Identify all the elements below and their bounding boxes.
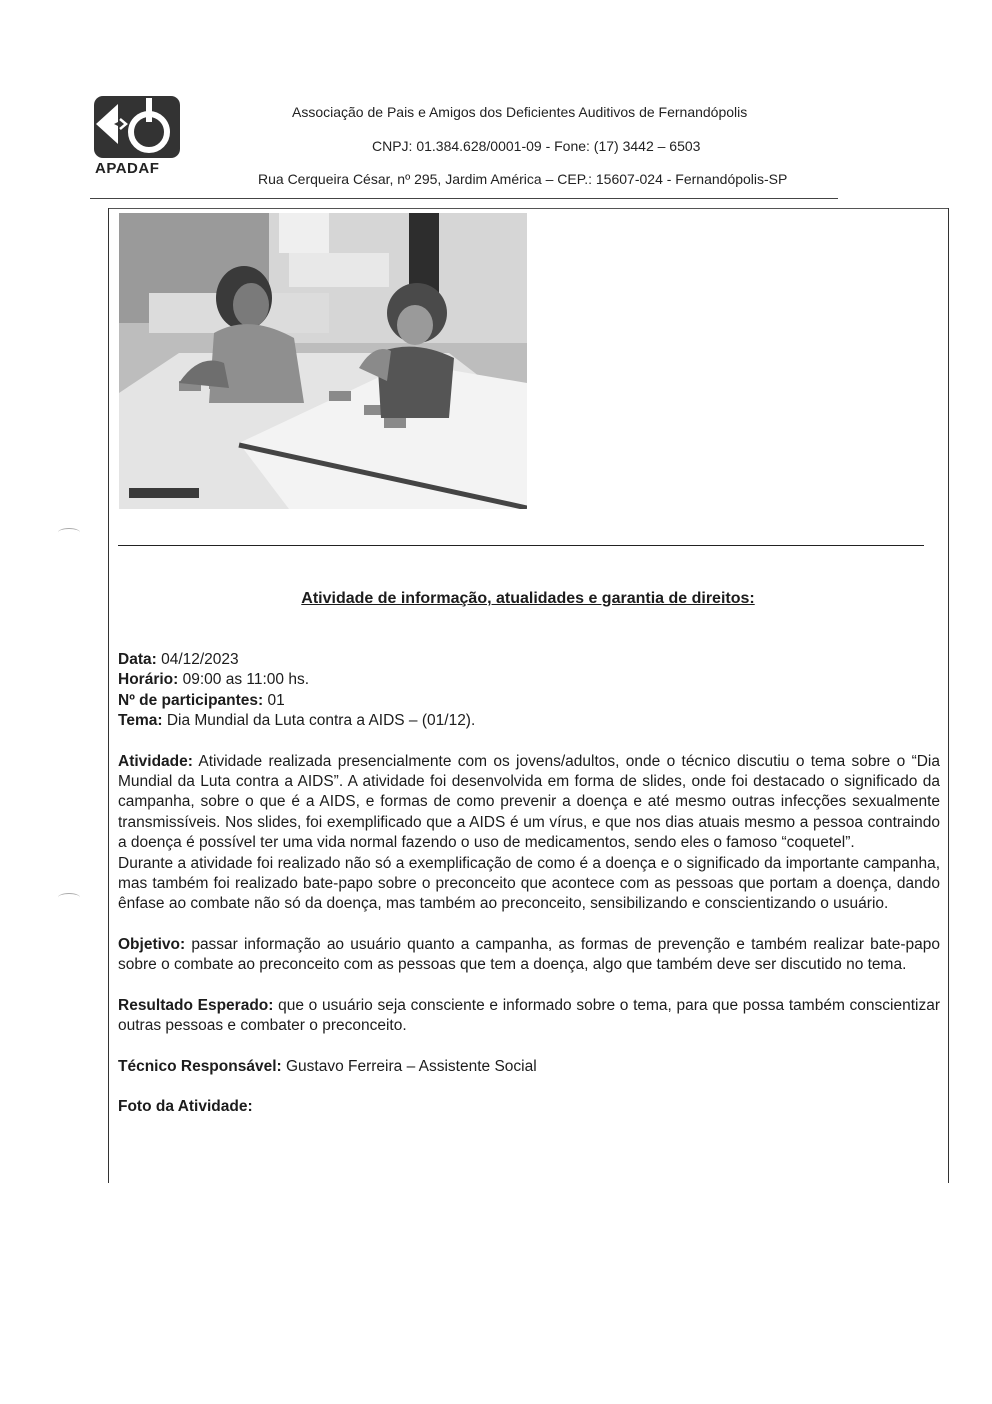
frame-top-border	[108, 208, 949, 209]
date-value: 04/12/2023	[156, 651, 239, 668]
activity-text: Atividade realizada presencialmente com os jovens/adultos, onde o técnico discutiu o tema sobre o “Dia Mundial da Luta contra a AIDS”. A atividade foi desenvolvida em forma de slides, onde foi destacado o significado da campanha, sobre o que é a AIDS, e formas de como prevenir a doença e até mesmo outras infecções sexualmente transmissíveis. Nos slides, foi exemplificado que a AIDS é um vírus, e que nos dias atuais mesmo a pessoa contraindo a doença é possível ter uma vida normal fazendo o uso de medicamentos, sendo eles o famoso “coquetel”.	[118, 752, 940, 852]
participants-label: Nº de participantes:	[118, 691, 264, 709]
header-rule	[90, 198, 838, 199]
date-label: Data:	[118, 651, 157, 668]
address: Rua Cerqueira César, nº 295, Jardim América – CEP.: 15607-024 - Fernandópolis-SP	[258, 171, 788, 187]
time-value: 09:00 as 11:00 hs.	[178, 671, 309, 689]
technician-label: Técnico Responsável:	[118, 1057, 282, 1075]
objective-paragraph	[118, 935, 940, 976]
activity-label: Atividade:	[118, 752, 193, 770]
objective-label: Objetivo:	[118, 935, 186, 953]
activity-title: Atividade de informação, atualidades e garantia de direitos:	[301, 590, 755, 607]
photo-caption-label: Foto da Atividade:	[118, 1097, 253, 1115]
theme-value: Dia Mundial da Luta contra a AIDS – (01/12).	[162, 712, 476, 730]
date-line	[118, 650, 940, 670]
technician-line	[118, 1057, 940, 1077]
expected-result-paragraph	[118, 996, 940, 1037]
participants-line	[118, 691, 940, 711]
theme-label: Tema:	[118, 712, 163, 730]
expected-result-label: Resultado Esperado:	[118, 996, 274, 1014]
activity-paragraph-2: Durante a atividade foi realizado não só a exemplificação de como é a doença e o significado da importante campanha, mas também foi realizado bate-papo sobre o preconceito que acontece com as pessoas que portam a doença, dando ênfase ao combate não só da doença, mas também ao preconceito, sensibilizando e conscientizando o usuário.	[118, 854, 940, 913]
participants-value: 01	[263, 691, 285, 709]
organization-name: Associação de Pais e Amigos dos Deficientes Auditivos de Fernandópolis	[292, 104, 748, 120]
objective-text: passar informação ao usuário quanto a campanha, as formas de prevenção e também realizar bate-papo sobre o combate ao preconceito com as pessoas que tem a doença, algo que também deve ser discutido no tema.	[118, 935, 940, 974]
activity-paragraph	[118, 752, 940, 854]
separator-line	[118, 545, 924, 546]
photo-caption-line	[118, 1097, 940, 1117]
technician-name: Gustavo Ferreira – Assistente Social	[281, 1057, 537, 1075]
logo-text: APADAF	[95, 160, 160, 177]
activity-photo	[119, 213, 527, 509]
expected-result-text: que o usuário seja consciente e informado sobre o tema, para que possa também conscientizar outras pessoas e combater o preconceito.	[118, 996, 940, 1035]
margin-mark	[58, 893, 80, 902]
time-line	[118, 670, 940, 690]
frame-left-border	[108, 208, 109, 1183]
frame-right-border	[948, 208, 949, 1183]
margin-mark	[58, 528, 80, 537]
theme-line	[118, 711, 940, 731]
report-content	[118, 650, 940, 1117]
time-label: Horário:	[118, 671, 179, 689]
cnpj-phone: CNPJ: 01.384.628/0001-09 - Fone: (17) 3442 – 6503	[372, 138, 701, 154]
